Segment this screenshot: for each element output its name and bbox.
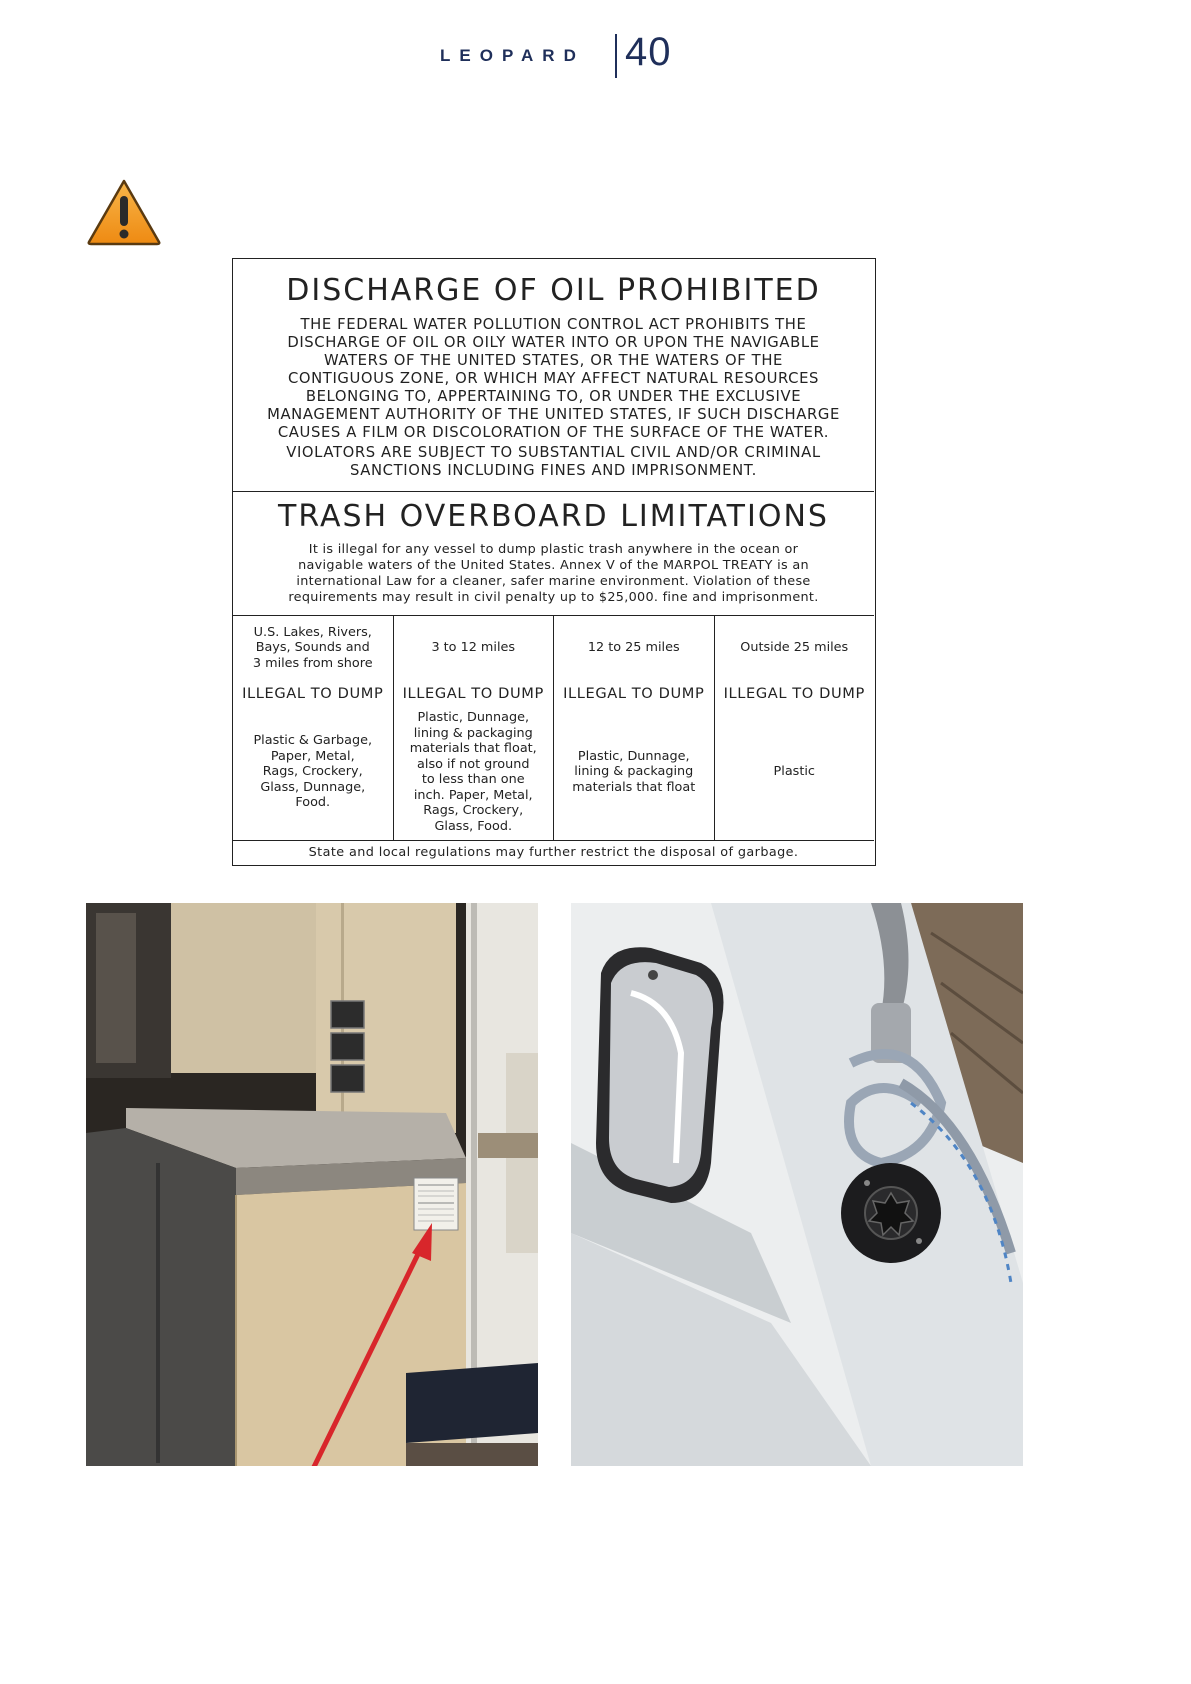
zone-status: ILLEGAL TO DUMP [563,685,705,702]
zone-label: U.S. Lakes, Rivers, Bays, Sounds and 3 miles from shore [252,624,373,671]
zone-items: Plastic & Garbage, Paper, Metal, Rags, Crockery, Glass, Dunnage, Food. [253,733,373,811]
brand-divider [615,34,617,78]
brand-wordmark: LEOPARD [440,46,585,65]
trash-body: It is illegal for any vessel to dump plastic trash anywhere in the ocean or navigable waters of the United States. Annex V of the MARPOL TREATY is an international Law for a cleaner, safer marine environment. Violation of these requirements may result in civil penalty up to $25,000. fine and imprisonment. [288,542,819,605]
oil-discharge-penalty: VIOLATORS ARE SUBJECT TO SUBSTANTIAL CIVIL AND/OR CRIMINAL SANCTIONS INCLUDING FINES AND IMPRISONMENT. [286,444,821,479]
zone-column [233,615,394,840]
zone-status: ILLEGAL TO DUMP [402,685,544,702]
placard-footer: State and local regulations may further restrict the disposal of garbage. [308,845,799,860]
trash-title: TRASH OVERBOARD LIMITATIONS [278,499,829,534]
zone-items: Plastic, Dunnage, lining & packaging materials that float [572,748,696,795]
zone-status: ILLEGAL TO DUMP [723,685,865,702]
warning-triangle-icon [86,178,162,246]
zone-label: Outside 25 miles [740,640,849,656]
zone-column [715,615,875,840]
brand-header [0,30,1191,80]
zone-items: Plastic, Dunnage, lining & packaging materials that float, also if not ground to less than one inch. Paper, Metal, Rags, Crockery, Glass, Food. [409,710,537,834]
trash-section [233,491,874,616]
brand-model-number: 40 [625,30,672,74]
zone-column [554,615,715,840]
regulation-placard [232,258,876,866]
oil-discharge-title: DISCHARGE OF OIL PROHIBITED [286,273,821,308]
oil-discharge-body: THE FEDERAL WATER POLLUTION CONTROL ACT PROHIBITS THE DISCHARGE OF OIL OR OILY WATER INTO OR UPON THE NAVIGABLE WATERS OF THE UNITED STATES, OR THE WATERS OF THE CONTIGUOUS ZONE, OR WHICH MAY AFFECT NATURAL RESOURCES BELONGING TO, APPERTAINING TO, OR UNDER THE EXCLUSIVE MANAGEMENT AUTHORITY OF THE UNITED STATES, IF SUCH DISCHARGE CAUSES A FILM OR DISCOLORATION OF THE SURFACE OF THE WATER. [267,316,840,441]
zone-column [394,615,555,840]
zone-items: Plastic [773,764,815,780]
galley-cabinet-photo [86,903,538,1466]
zone-label: 12 to 25 miles [587,640,680,656]
dumping-zones-table [233,615,874,841]
diesel-filler-photo [571,903,1023,1466]
oil-discharge-section [233,259,874,492]
zone-label: 3 to 12 miles [431,640,516,656]
zone-status: ILLEGAL TO DUMP [242,685,384,702]
